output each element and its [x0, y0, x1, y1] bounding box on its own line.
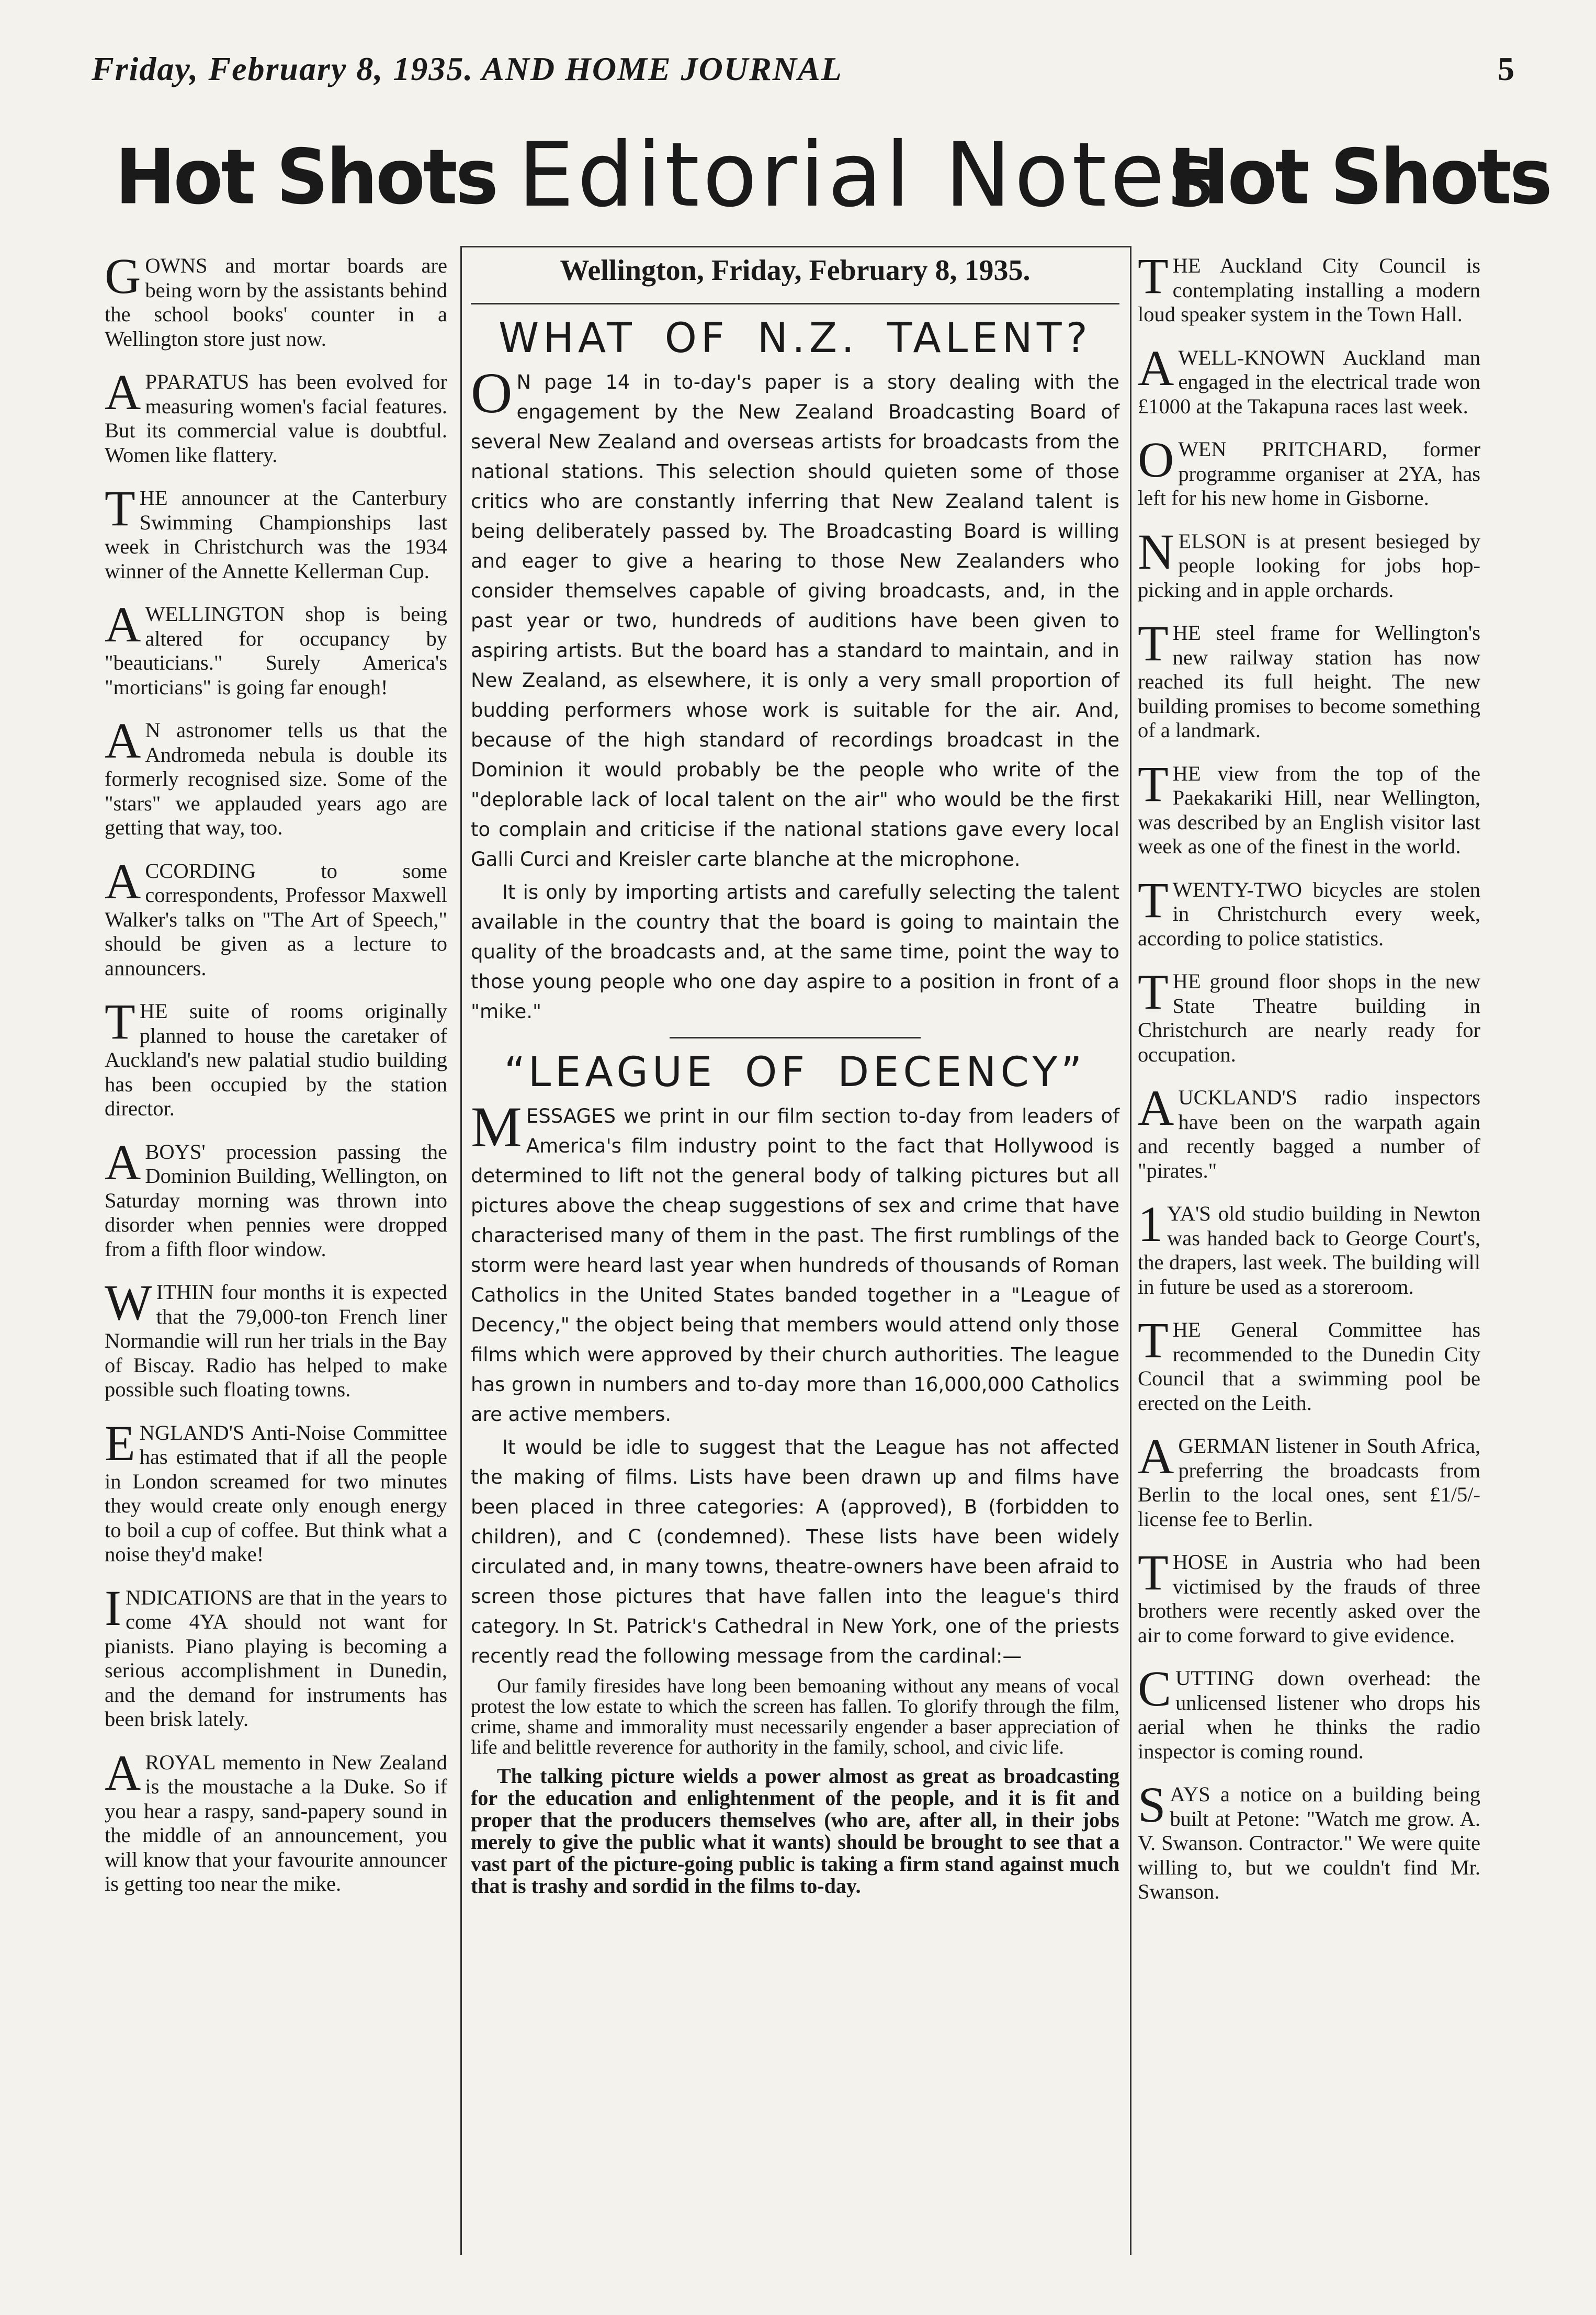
hot-shot-item: [105, 1415, 447, 1567]
dateline: Wellington, Friday, February 8, 1935.: [560, 254, 1031, 287]
hot-shot-item: [1138, 432, 1480, 511]
hot-shot-item: [1138, 1544, 1480, 1647]
article-paragraph: MESSAGES we print in our film section to-day from leaders of America's film industry point to the fact that Hollywood is determined to lift not the general body of talking pictures but all pictures above the cheap suggestions of sex and crime that have characterised many of them in the past. The first rumblings of the storm were heard last year when hundreds of thousands of Roman Catholics in the United States banded together in a "League of Decency," the object being that members would attend only those films which were approved by their church authorities. The league has grown in numbers and to-day more than 16,000,000 Catholics are active members.: [471, 1095, 1119, 1426]
hot-shot-item: [105, 364, 447, 467]
hot-shot-item: [1138, 248, 1480, 327]
hot-shot-text: HE Auckland City Council is contemplating installing a modern loud speaker system in the Town Hall.: [1138, 254, 1480, 326]
hot-shot-item: [105, 1579, 447, 1732]
closing-paragraph: The talking picture wields a power almost as great as broadcasting for the education and enlightenment of the people, and it is fit and proper that the producers themselves (who are, after all, in their jobs merely to give the public what it wants) should be brought to see that a vast part of the picture-going public is taking a firm stand against much that is trashy and sordid in the films to-day.: [471, 1764, 1119, 1898]
article-title-talent: WHAT OF N.Z. TALENT?: [499, 315, 1092, 362]
drop-cap: M: [471, 1095, 522, 1159]
hot-shot-item: [1138, 523, 1480, 603]
right-column-hot-shots: [1138, 248, 1480, 1923]
hot-shot-item: [105, 1134, 447, 1262]
hot-shot-item: [1138, 340, 1480, 419]
hot-shot-text: WENTY-TWO bicycles are stolen in Christchurch every week, according to police statistics.: [1138, 877, 1480, 950]
drop-cap: T: [1138, 615, 1169, 671]
hot-shot-text: BOYS' procession passing the Dominion Building, Wellington, on Saturday morning was thrown into disorder when pennies were dropped from a fifth floor window.: [105, 1139, 447, 1261]
drop-cap: W: [105, 1274, 152, 1330]
cardinal-quote: [471, 1676, 1119, 1758]
column-rule-left: [460, 246, 462, 2255]
hot-shot-item: [1138, 872, 1480, 951]
drop-cap: E: [105, 1415, 135, 1471]
hot-shot-item: [1138, 1312, 1480, 1415]
hot-shot-item: [105, 713, 447, 840]
masthead-title: Editorial Notes: [518, 123, 1217, 227]
hot-shot-item: [105, 480, 447, 583]
hot-shot-item: [1138, 1661, 1480, 1764]
hot-shot-text: UTTING down overhead: the unlicensed listener who drops his aerial when he thinks the radio inspector is coming round.: [1138, 1666, 1480, 1763]
dateline-rule: [471, 303, 1119, 304]
hot-shot-item: [1138, 1080, 1480, 1183]
drop-cap: A: [1138, 1428, 1174, 1484]
hot-shot-item: [105, 248, 447, 351]
drop-cap: I: [105, 1579, 121, 1636]
hot-shot-text: ITHIN four months it is expected that the 79,000-ton French liner Normandie will run her trials in the Bay of Biscay. Radio has helped to make possible such floating towns.: [105, 1280, 447, 1401]
article-body-decency: [471, 1095, 1119, 1671]
hot-shot-item: [1138, 964, 1480, 1067]
hot-shot-text: ROYAL memento in New Zealand is the moustache a la Duke. So if you hear a raspy, sand-papery sound in the middle of an announcement, you will know that your favourite announcer is getting too near the mike.: [105, 1750, 447, 1895]
hot-shot-text: N astronomer tells us that the Andromeda nebula is double its formerly recognised size. Some of the "stars" we applauded years ago are getting that way, too.: [105, 718, 447, 839]
article-body-talent: [471, 361, 1119, 1026]
drop-cap: N: [1138, 523, 1174, 580]
article-title-decency: “LEAGUE OF DECENCY”: [504, 1049, 1086, 1096]
drop-cap: T: [1138, 755, 1169, 812]
hot-shot-text: YA'S old studio building in Newton was handed back to George Court's, the drapers, last week. The building will in future be used as a storeroom.: [1138, 1202, 1480, 1298]
page-header: [92, 50, 1514, 97]
drop-cap: S: [1138, 1777, 1166, 1833]
drop-cap: T: [105, 480, 135, 536]
hot-shot-item: [1138, 755, 1480, 859]
hot-shot-text: ELSON is at present besieged by people looking for jobs hop-picking and in apple orchards.: [1138, 529, 1480, 602]
hot-shot-text: HE steel frame for Wellington's new railway station has now reached its full height. The new building promises to become something of a landmark.: [1138, 621, 1480, 742]
hot-shot-text: GERMAN listener in South Africa, preferring the broadcasts from Berlin to the local ones, sent £1/5/- license fee to Berlin.: [1138, 1434, 1480, 1531]
drop-cap: A: [105, 853, 141, 909]
drop-cap: O: [1138, 432, 1174, 488]
drop-cap: A: [105, 596, 141, 652]
quote-paragraph: Our family firesides have long been bemoaning without any means of vocal protest the low estate to which the screen has fallen. To glorify through the film, crime, shame and immorality must necessarily engender a baser appreciation of life and belittle reverence for authority in the family, school, and civic life.: [471, 1675, 1119, 1758]
drop-cap: T: [1138, 1544, 1169, 1600]
hot-shot-text: PPARATUS has been evolved for measuring women's facial features. But its commercial value is doubtful. Women like flattery.: [105, 370, 447, 467]
drop-cap: A: [1138, 340, 1174, 396]
hot-shot-item: [105, 993, 447, 1121]
hot-shot-item: [1138, 615, 1480, 743]
hot-shot-item: [105, 1744, 447, 1896]
drop-cap: C: [1138, 1661, 1172, 1717]
drop-cap: T: [1138, 248, 1169, 304]
hot-shot-item: [105, 1274, 447, 1402]
hot-shots-logo-right: Hot Shots: [1169, 132, 1550, 221]
hot-shot-text: NDICATIONS are that in the years to come 4YA should not want for pianists. Piano playing is becoming a serious accomplishment in Dunedin, and the demand for instruments has been brisk lately.: [105, 1585, 447, 1731]
running-header: Friday, February 8, 1935. AND HOME JOURNAL: [92, 50, 843, 87]
hot-shot-item: [1138, 1428, 1480, 1531]
page-number: 5: [1498, 50, 1514, 87]
drop-cap: A: [105, 713, 141, 769]
hot-shot-item: [1138, 1777, 1480, 1904]
hot-shot-text: HE suite of rooms originally planned to house the caretaker of Auckland's new palatial studio building has been occupied by the station director.: [105, 999, 447, 1120]
article-paragraph: It would be idle to suggest that the League has not affected the making of films. Lists have been drawn up and films have been placed in three categories: A (approved), B (forbidden to children), and C (condemned). These lists have been widely circulated and, in many towns, theatre-owners have been afraid to screen those pictures that have fallen into the league's third category. In St. Patrick's Cathedral in New York, one of the priests recently read the following message from the cardinal:—: [471, 1436, 1119, 1667]
hot-shot-text: WEN PRITCHARD, former programme organiser at 2YA, has left for his new home in Gisborne.: [1138, 437, 1480, 510]
hot-shot-text: AYS a notice on a building being built at Petone: "Watch me grow. A. V. Swanson. Contractor." We were quite willing to, but we couldn't find Mr. Swanson.: [1138, 1782, 1480, 1903]
hot-shot-text: WELL-KNOWN Auckland man engaged in the electrical trade won £1000 at the Takapuna races last week.: [1138, 345, 1480, 418]
left-column-hot-shots: [105, 248, 447, 1915]
hot-shot-text: UCKLAND'S radio inspectors have been on the warpath again and recently bagged a number of "pirates.": [1138, 1086, 1480, 1182]
column-rule-right: [1130, 246, 1131, 2255]
drop-cap: T: [1138, 872, 1169, 928]
hot-shot-item: [105, 853, 447, 981]
hot-shot-item: [105, 596, 447, 699]
section-rule: [670, 1037, 921, 1038]
editorial-column: [471, 246, 1119, 1897]
hot-shot-item: [1138, 1196, 1480, 1299]
hot-shot-text: HE ground floor shops in the new State Theatre building in Christchurch are nearly ready for occupation.: [1138, 969, 1480, 1066]
drop-cap: G: [105, 248, 141, 304]
drop-cap: A: [105, 364, 141, 420]
hot-shot-text: HE announcer at the Canterbury Swimming Championships last week in Christchurch was the 1934 winner of the Annette Kellerman Cup.: [105, 486, 447, 583]
drop-cap: O: [471, 361, 513, 425]
hot-shot-text: HOSE in Austria who had been victimised by the frauds of three brothers were recently asked over the air to come forward to give evidence.: [1138, 1550, 1480, 1647]
hot-shot-text: CCORDING to some correspondents, Professor Maxwell Walker's talks on "The Art of Speech," should be given as a lecture to announcers.: [105, 859, 447, 980]
drop-cap: T: [1138, 964, 1169, 1020]
drop-cap: A: [105, 1134, 141, 1190]
article-paragraph: O N page 14 in to-day's paper is a story dealing with the engagement by the New Zealand Broadcasting Board of several New Zealand and overseas artists for broadcasts from the national stations. This selection should quieten some of those critics who are constantly inferring that New Zealand talent is being deliberately passed by. The Broadcasting Board is willing and eager to give a hearing to those New Zealanders who consider themselves capable of giving broadcasts, and, in the past year or two, hundreds of auditions have been given to aspiring artists. But the board has a standard to maintain, and in New Zealand, as elsewhere, it is only a very small proportion of budding performers whose work is suitable for the air. And, because of the high standard of recordings broadcast in the Dominion it would probably be the people who write of the "deplorable lack of local talent on the air" who would be the first to complain and criticise if the national stations gave every local Galli Curci and Kreisler carte blanche at the microphone.: [471, 361, 1119, 871]
drop-cap: T: [1138, 1312, 1169, 1368]
drop-cap: A: [1138, 1080, 1174, 1136]
hot-shot-text: NGLAND'S Anti-Noise Committee has estimated that if all the people in London screamed for two minutes they would create only enough energy to boil a cup of coffee. But think what a noise they'd make!: [105, 1420, 447, 1566]
hot-shots-logo-left: Hot Shots: [115, 132, 496, 221]
drop-cap: 1: [1138, 1196, 1163, 1252]
hot-shot-text: HE view from the top of the Paekakariki Hill, near Wellington, was described by an English visitor last week as one of the finest in the world.: [1138, 761, 1480, 858]
hot-shot-text: OWNS and mortar boards are being worn by the assistants behind the school books' counter in a Wellington store just now.: [105, 254, 447, 351]
drop-cap: A: [105, 1744, 141, 1801]
hot-shot-text: HE General Committee has recommended to the Dunedin City Council that a swimming pool be erected on the Leith.: [1138, 1318, 1480, 1415]
hot-shot-text: WELLINGTON shop is being altered for occupancy by "beauticians." Surely America's "morticians" is going far enough!: [105, 602, 447, 699]
article-paragraph: It is only by importing artists and carefully selecting the talent available in the country that the board is going to maintain the quality of the broadcasts and, at the same time, point the way to those young people who one day aspire to a position in front of a "mike.": [471, 881, 1119, 1023]
drop-cap: T: [105, 993, 135, 1049]
